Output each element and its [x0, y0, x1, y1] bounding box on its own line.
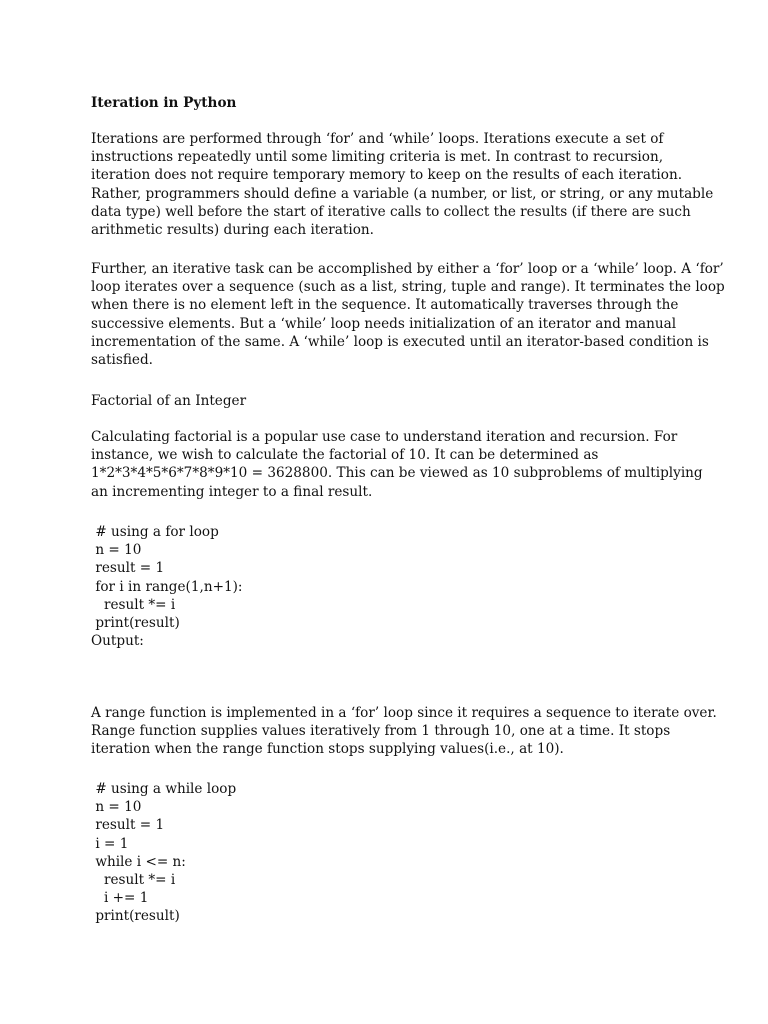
code-line: # using a for loop	[91, 524, 219, 540]
document-title	[91, 94, 691, 112]
paragraph-factorial	[91, 428, 703, 501]
text-line: Calculating factorial is a popular use case to understand iteration and recursion. For	[91, 429, 678, 445]
output-label: Output:	[91, 633, 144, 650]
code-line: i = 1	[91, 835, 129, 852]
text-line: iteration when the range function stops supplying values(i.e., at 10).	[91, 741, 564, 758]
text-line: an incrementing integer to a final result.	[91, 483, 373, 500]
code-line: result = 1	[91, 817, 165, 834]
text-line: Rather, programmers should define a variable (a number, or list, or string, or any mutable	[91, 185, 714, 202]
code-line: print(result)	[91, 615, 180, 632]
text-line: Further, an iterative task can be accomplished by either a ‘for’ loop or a ‘while’ loop. A ‘for’	[91, 261, 724, 277]
text-line: instructions repeatedly until some limiting criteria is met. In contrast to recursion,	[91, 149, 664, 166]
text-line: Iterations are performed through ‘for’ and ‘while’ loops. Iterations execute a set of	[91, 131, 664, 147]
code-line: while i <= n:	[91, 853, 186, 870]
text-line: successive elements. But a ‘while’ loop needs initialization of an iterator and manual	[91, 315, 677, 332]
text-line: instance, we wish to calculate the factorial of 10. It can be determined as	[91, 447, 599, 464]
code-line: result = 1	[91, 560, 165, 577]
text-line: A range function is implemented in a ‘for’ loop since it requires a sequence to iterate over.	[91, 705, 717, 721]
code-block-while-loop	[91, 780, 691, 926]
title-text: Iteration in Python	[91, 95, 237, 111]
code-line: for i in range(1,n+1):	[91, 578, 243, 595]
text-line: incrementation of the same. A ‘while’ loop is executed until an iterator-based condition is	[91, 333, 709, 350]
code-line: i += 1	[91, 890, 149, 907]
text-line: 1*2*3*4*5*6*7*8*9*10 = 3628800. This can be viewed as 10 subproblems of multiplying	[91, 465, 703, 482]
section-heading-factorial	[91, 392, 691, 410]
heading-text: Factorial of an Integer	[91, 393, 247, 409]
code-line: print(result)	[91, 908, 180, 925]
code-block-for-loop	[91, 523, 691, 650]
code-line: n = 10	[91, 542, 142, 559]
paragraph-iterations-intro	[91, 130, 714, 239]
text-line: satisfied.	[91, 352, 154, 369]
text-line: data type) well before the start of iterative calls to collect the results (if there are such	[91, 203, 691, 220]
paragraph-for-while	[91, 260, 725, 369]
code-line: # using a while loop	[91, 781, 237, 797]
text-line: loop iterates over a sequence (such as a list, string, tuple and range). It terminates the loop	[91, 279, 725, 296]
text-line: iteration does not require temporary memory to keep on the results of each iteration.	[91, 167, 683, 184]
text-line: when there is no element left in the sequence. It automatically traverses through the	[91, 297, 679, 314]
text-line: Range function supplies values iteratively from 1 through 10, one at a time. It stops	[91, 723, 671, 740]
code-line: result *= i	[91, 872, 176, 889]
text-line: arithmetic results) during each iteration.	[91, 222, 374, 239]
code-line: result *= i	[91, 596, 176, 613]
paragraph-range-function	[91, 704, 717, 759]
code-line: n = 10	[91, 799, 142, 816]
